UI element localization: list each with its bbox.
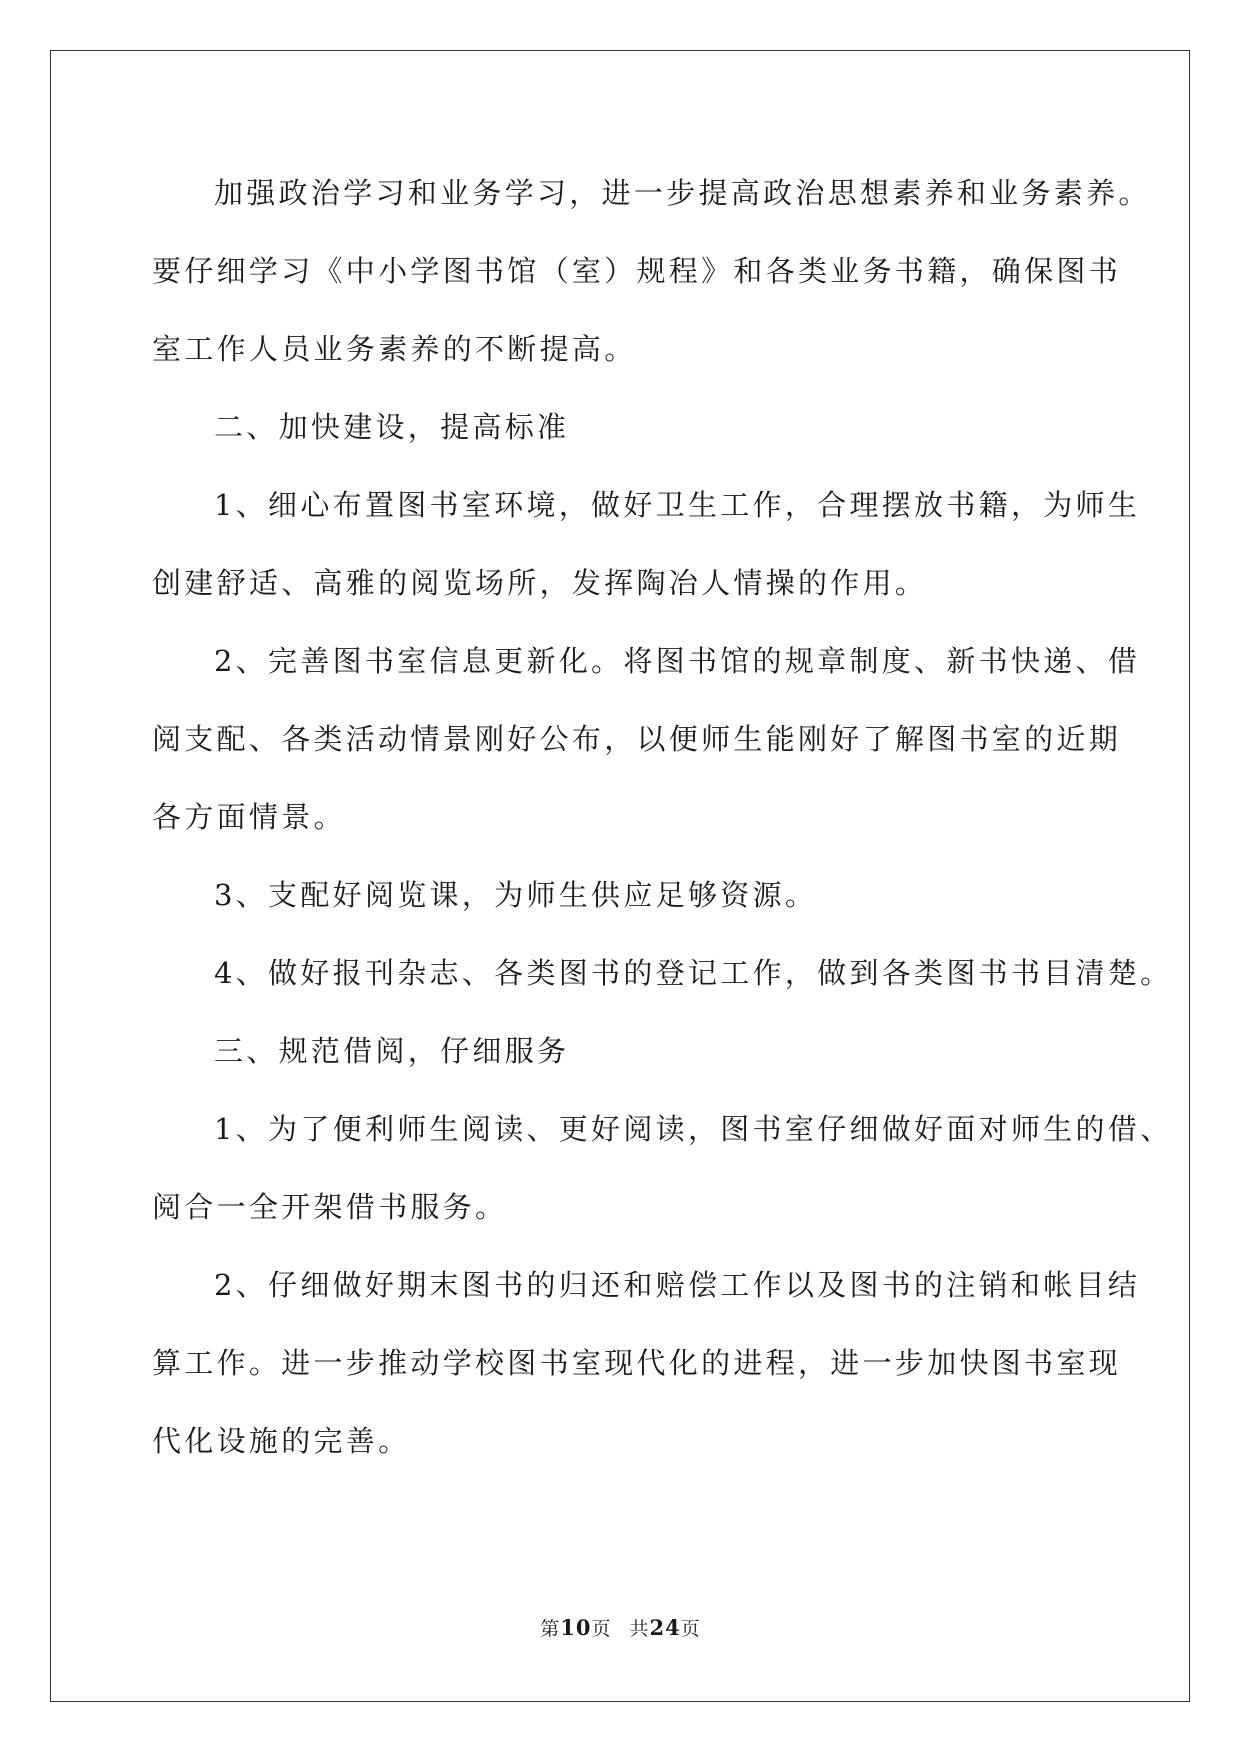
section-heading: 三、规范借阅，仔细服务 [214, 1034, 570, 1068]
section-heading: 二、加快建设，提高标准 [214, 410, 570, 444]
paragraph-line: 2、仔细做好期末图书的归还和赔偿工作以及图书的注销和帐目结 [214, 1268, 1141, 1302]
paragraph-line: 代化设施的完善。 [152, 1424, 411, 1458]
paragraph-line: 2、完善图书室信息更新化。将图书馆的规章制度、新书快递、借 [214, 644, 1141, 678]
page-prefix: 第 [540, 1618, 561, 1640]
paragraph-line: 阅支配、各类活动情景刚好公布，以便师生能刚好了解图书室的近期 [152, 722, 1122, 756]
paragraph-line: 各方面情景。 [152, 800, 346, 834]
paragraph-line: 阅合一全开架借书服务。 [152, 1190, 508, 1224]
paragraph-line: 室工作人员业务素养的不断提高。 [152, 332, 637, 366]
paragraph-line: 加强政治学习和业务学习，进一步提高政治思想素养和业务素养。 [214, 176, 1151, 210]
paragraph-line: 3、支配好阅览课，为师生供应足够资源。 [214, 878, 818, 912]
total-prefix: 共 [629, 1618, 650, 1640]
total-suffix: 页 [680, 1618, 701, 1640]
page-suffix: 页 [591, 1618, 612, 1640]
page-footer [0, 1614, 1241, 1641]
paragraph-line: 算工作。进一步推动学校图书室现代化的进程，进一步加快图书室现 [152, 1346, 1122, 1380]
document-body [152, 168, 1173, 1494]
paragraph-line: 4、做好报刊杂志、各类图书的登记工作，做到各类图书书目清楚。 [214, 956, 1173, 990]
paragraph-line: 1、细心布置图书室环境，做好卫生工作，合理摆放书籍，为师生 [214, 488, 1141, 522]
current-page-number: 10 [560, 1615, 592, 1640]
paragraph-line: 1、为了便利师生阅读、更好阅读，图书室仔细做好面对师生的借、 [214, 1112, 1173, 1146]
total-pages-number: 24 [649, 1615, 681, 1640]
paragraph-line: 要仔细学习《中小学图书馆（室）规程》和各类业务书籍，确保图书 [152, 254, 1122, 288]
paragraph-line: 创建舒适、高雅的阅览场所，发挥陶冶人情操的作用。 [152, 566, 928, 600]
